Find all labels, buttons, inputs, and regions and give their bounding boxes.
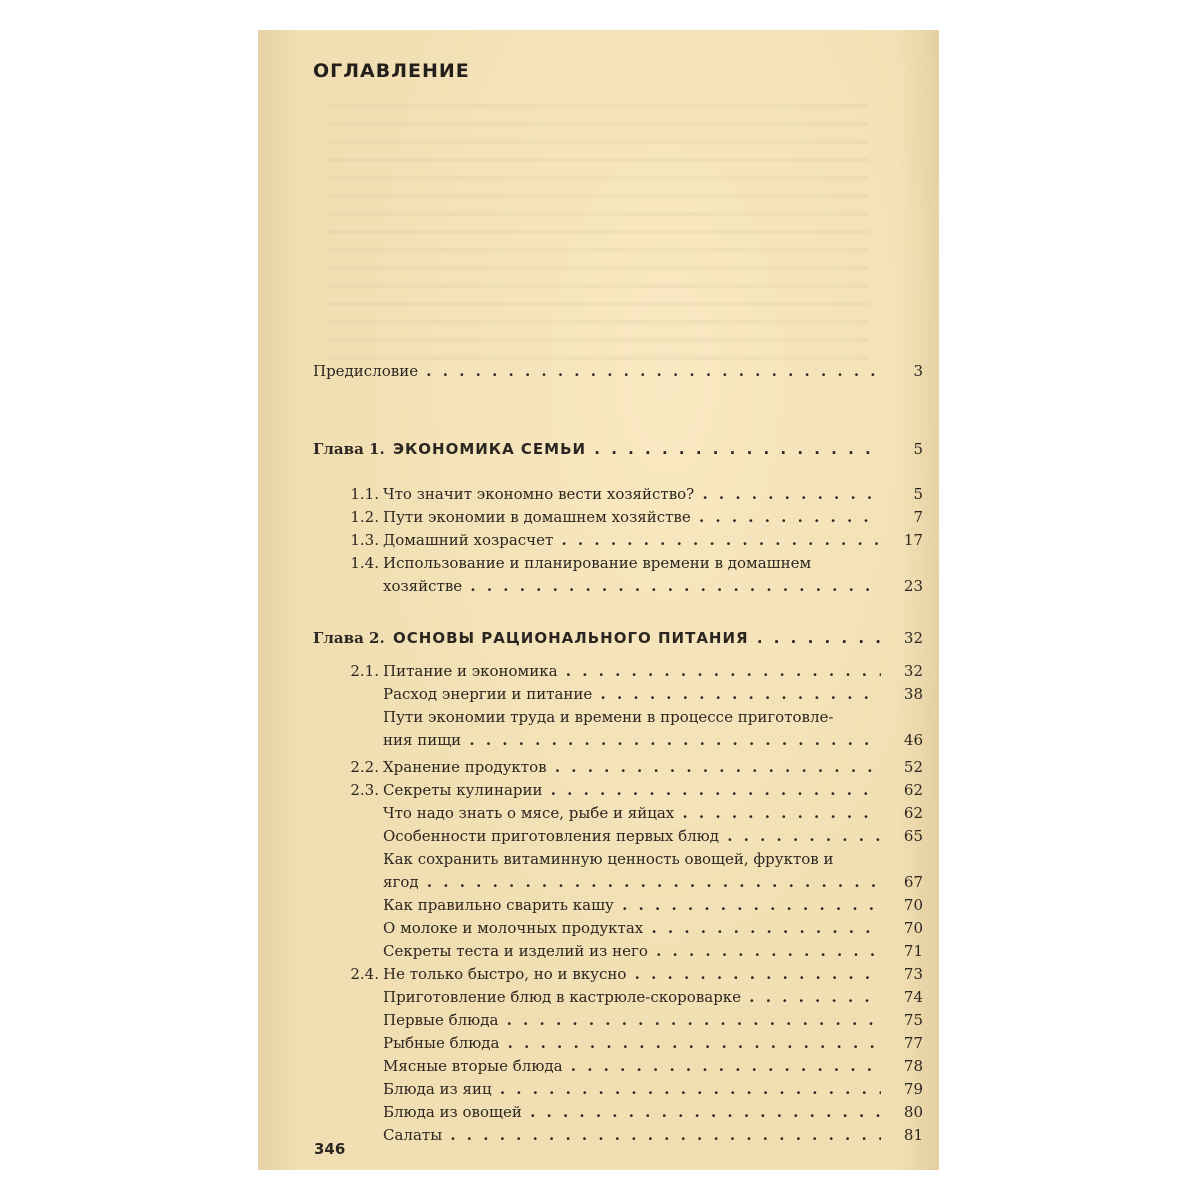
toc-row (313, 917, 923, 939)
toc-number: 1.4. (350, 554, 379, 572)
toc-title: Первые блюда . . . (383, 1009, 881, 1031)
toc-row (313, 756, 923, 778)
toc-row (313, 1032, 923, 1054)
toc-page-number: 78 (903, 1057, 923, 1075)
toc-title: Питание и экономика . . . (383, 660, 881, 682)
toc-title: Особенности приготовления первых блюд . . . (383, 825, 881, 847)
toc-page-number: 77 (903, 1034, 923, 1052)
toc-number: 1.3. (350, 531, 379, 549)
toc-title: ния пищи . . . (383, 729, 881, 751)
toc-title: Пути экономии труда и времени в процессе приготовле- (383, 708, 834, 726)
toc-title: Приготовление блюд в кастрюле-скороварке . . . (383, 986, 881, 1008)
toc-page-number: 71 (903, 942, 923, 960)
toc-title: Блюда из яиц . . . (383, 1078, 881, 1100)
toc-row (313, 483, 923, 505)
toc-number: 1.2. (350, 508, 379, 526)
toc-title: ОСНОВЫ РАЦИОНАЛЬНОГО ПИТАНИЯ . . . (393, 627, 881, 649)
toc-row (313, 575, 923, 597)
toc-title: Домашний хозрасчет . . . (383, 529, 881, 551)
toc-page-number: 52 (903, 758, 923, 776)
toc-title: Не только быстро, но и вкусно . . . (383, 963, 881, 985)
toc-title: Секреты кулинарии . . . (383, 779, 881, 801)
toc-page-number: 80 (903, 1103, 923, 1121)
toc-page-number: 70 (903, 919, 923, 937)
page-heading: ОГЛАВЛЕНИЕ (313, 60, 470, 82)
toc-row (313, 894, 923, 916)
toc-row (313, 506, 923, 528)
toc-number: 1.1. (350, 485, 379, 503)
toc-row (313, 963, 923, 985)
toc-row (313, 1055, 923, 1077)
toc-title: О молоке и молочных продуктах . . . (383, 917, 881, 939)
toc-title: Использование и планирование времени в домашнем (383, 554, 812, 572)
toc-row (313, 1101, 923, 1123)
toc-page-number: 65 (903, 827, 923, 845)
toc-chapter-row (313, 627, 923, 649)
toc-page-number: 70 (903, 896, 923, 914)
toc-page-number: 17 (903, 531, 923, 549)
toc-number: Глава 1. (313, 440, 385, 458)
toc-page-number: 23 (903, 577, 923, 595)
toc-page-number: 74 (903, 988, 923, 1006)
toc-title: Пути экономии в домашнем хозяйстве . . . (383, 506, 881, 528)
book-page (258, 30, 939, 1170)
toc-page-number: 32 (903, 662, 923, 680)
toc-title: Предисловие . . . (313, 360, 881, 382)
toc-row (313, 360, 923, 382)
toc-title: Блюда из овощей . . . (383, 1101, 881, 1123)
toc-title: Что надо знать о мясе, рыбе и яйцах . . . (383, 802, 881, 824)
show-through-text (328, 90, 868, 360)
toc-number: 2.1. (350, 662, 379, 680)
toc-page-number: 73 (903, 965, 923, 983)
toc-page-number: 5 (913, 485, 923, 503)
toc-page-number: 7 (913, 508, 923, 526)
toc-number: 2.2. (350, 758, 379, 776)
toc-title: Как сохранить витаминную ценность овощей, фруктов и (383, 850, 834, 868)
toc-row (313, 986, 923, 1008)
toc-page-number: 3 (913, 362, 923, 380)
toc-page-number: 5 (913, 440, 923, 458)
toc-row (313, 825, 923, 847)
page-number: 346 (314, 1140, 346, 1158)
toc-row (313, 706, 923, 728)
toc-number: 2.4. (350, 965, 379, 983)
toc-title: Расход энергии и питание . . . (383, 683, 881, 705)
toc-row (313, 1078, 923, 1100)
toc-page-number: 79 (903, 1080, 923, 1098)
toc-row (313, 779, 923, 801)
toc-number: 2.3. (350, 781, 379, 799)
toc-row (313, 1009, 923, 1031)
toc-page-number: 75 (903, 1011, 923, 1029)
toc-row (313, 940, 923, 962)
toc-page-number: 46 (903, 731, 923, 749)
toc-row (313, 660, 923, 682)
toc-row (313, 683, 923, 705)
toc-row (313, 529, 923, 551)
toc-page-number: 62 (903, 781, 923, 799)
toc-title: Как правильно сварить кашу . . . (383, 894, 881, 916)
toc-row (313, 871, 923, 893)
toc-title: Хранение продуктов . . . (383, 756, 881, 778)
toc-title: хозяйстве . . . (383, 575, 881, 597)
toc-row (313, 848, 923, 870)
toc-page-number: 62 (903, 804, 923, 822)
toc-title: Мясные вторые блюда . . . (383, 1055, 881, 1077)
toc-title: Секреты теста и изделий из него . . . (383, 940, 881, 962)
toc-title: Что значит экономно вести хозяйство? . . . (383, 483, 881, 505)
toc-chapter-row (313, 438, 923, 460)
toc-page-number: 38 (903, 685, 923, 703)
toc-title: ЭКОНОМИКА СЕМЬИ . . . (393, 438, 881, 460)
toc-row (313, 729, 923, 751)
toc-number: Глава 2. (313, 629, 385, 647)
toc-page-number: 67 (903, 873, 923, 891)
toc-page-number: 32 (903, 629, 923, 647)
toc-title: Салаты . . . (383, 1124, 881, 1146)
toc-title: ягод . . . (383, 871, 881, 893)
toc-page-number: 81 (903, 1126, 923, 1144)
toc-row (313, 552, 923, 574)
toc-row (313, 1124, 923, 1146)
toc-row (313, 802, 923, 824)
toc-title: Рыбные блюда . . . (383, 1032, 881, 1054)
